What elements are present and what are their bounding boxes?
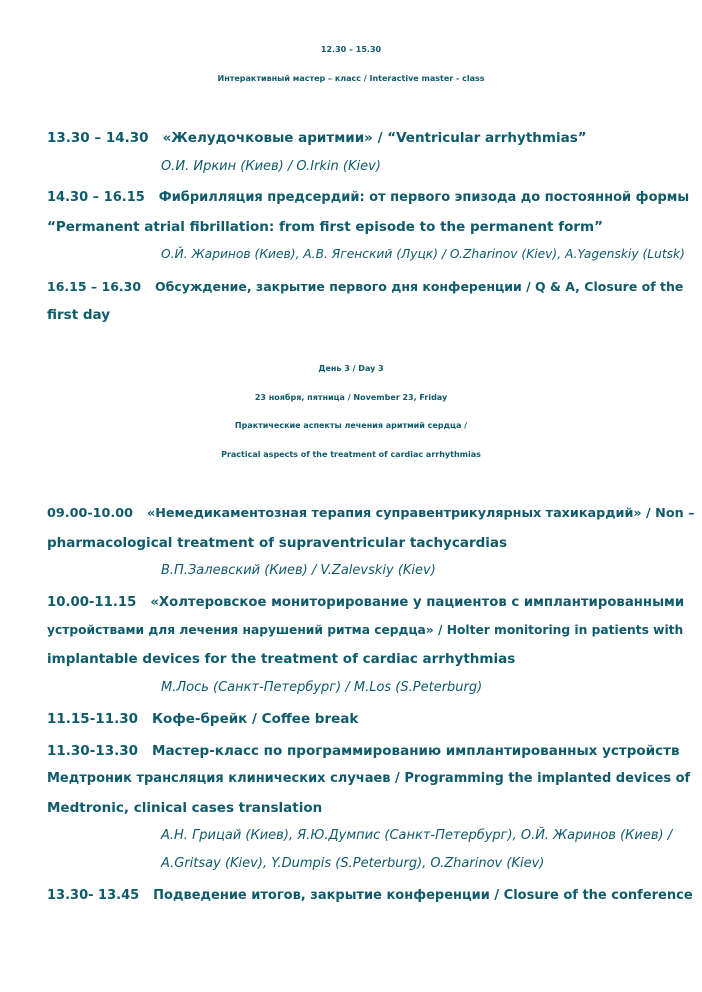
session-time: 16.15 – 16.30 [47, 279, 142, 294]
session-title-continued: Medtronic, clinical cases translation [47, 800, 323, 816]
session-09-00 [47, 506, 694, 521]
session-time: 11.30-13.30 [47, 743, 139, 759]
session-time: 09.00-10.00 [47, 506, 133, 521]
session-time: 10.00-11.15 [47, 595, 137, 610]
session-title: «Желудочковые аритмии» / “Ventricular arrhythmias” [162, 130, 587, 146]
session-authors: М.Лось (Санкт-Петербург) / M.Los (S.Peterburg) [161, 680, 483, 695]
session-time: 14.30 – 16.15 [47, 190, 145, 205]
day3-date: 23 ноября, пятница / November 23, Friday [254, 393, 448, 402]
session-authors: О.И. Иркин (Киев) / O.Irkin (Kiev) [161, 159, 381, 174]
session-title-continued: pharmacological treatment of supraventricular tachycardias [47, 535, 508, 551]
session-title: «Немедикаментозная терапия суправентрикулярных тахикардий» / Non – [146, 506, 695, 521]
session-title-continued: implantable devices for the treatment of cardiac arrhythmias [47, 651, 516, 667]
header-subtitle: Интерактивный мастер – класс / Interactive master - class [217, 74, 485, 83]
session-title-continued: Медтроник трансляция клинических случаев / Programming the implanted devices of [47, 771, 691, 786]
session-10-00 [47, 595, 684, 610]
session-time: 11.15-11.30 [47, 711, 139, 727]
session-11-30 [47, 743, 680, 759]
session-time: 13.30- 13.45 [47, 888, 140, 903]
session-title: Кофе-брейк / Coffee break [152, 711, 359, 727]
session-14-30 [47, 190, 689, 205]
session-title-continued: first day [47, 307, 111, 323]
session-authors: О.Й. Жаринов (Киев), А.В. Ягенский (Луцк) / O.Zharinov (Kiev), A.Yagenskiy (Lutsk) [161, 247, 685, 261]
session-title: Фибрилляция предсердий: от первого эпизода до постоянной формы [158, 190, 690, 205]
header-time: 12.30 – 15.30 [320, 45, 382, 54]
session-authors: В.П.Залевский (Киев) / V.Zalevskiy (Kiev) [161, 563, 436, 578]
session-11-15 [47, 711, 358, 727]
session-authors: А.Н. Грицай (Киев), Я.Ю.Думпис (Санкт-Петербург), О.Й. Жаринов (Киев) / [161, 828, 673, 843]
session-title: «Холтеровское мониторирование у пациентов с имплантированными [150, 595, 685, 610]
day3-theme-ru: Практические аспекты лечения аритмий сердца / [234, 421, 468, 430]
session-time: 13.30 – 14.30 [47, 130, 149, 146]
session-title: Обсуждение, закрытие первого дня конференции / Q & A, Closure of the [155, 279, 684, 294]
session-title: Подведение итогов, закрытие конференции / Closure of the conference [153, 888, 693, 903]
session-16-15 [47, 279, 683, 294]
day3-theme-en: Practical aspects of the treatment of cardiac arrhythmias [221, 450, 481, 459]
day3-title: День 3 / Day 3 [318, 364, 384, 373]
session-authors-continued: A.Gritsay (Kiev), Y.Dumpis (S.Peterburg), O.Zharinov (Kiev) [161, 856, 545, 871]
session-13-30 [47, 130, 587, 146]
session-title: Мастер-класс по программированию имплантированных устройств [152, 743, 680, 759]
session-title-continued: устройствами для лечения нарушений ритма сердца» / Holter monitoring in patients with [47, 623, 684, 637]
session-13-30-closure [47, 888, 693, 903]
session-title-continued: “Permanent atrial fibrillation: from first episode to the permanent form” [47, 219, 603, 235]
